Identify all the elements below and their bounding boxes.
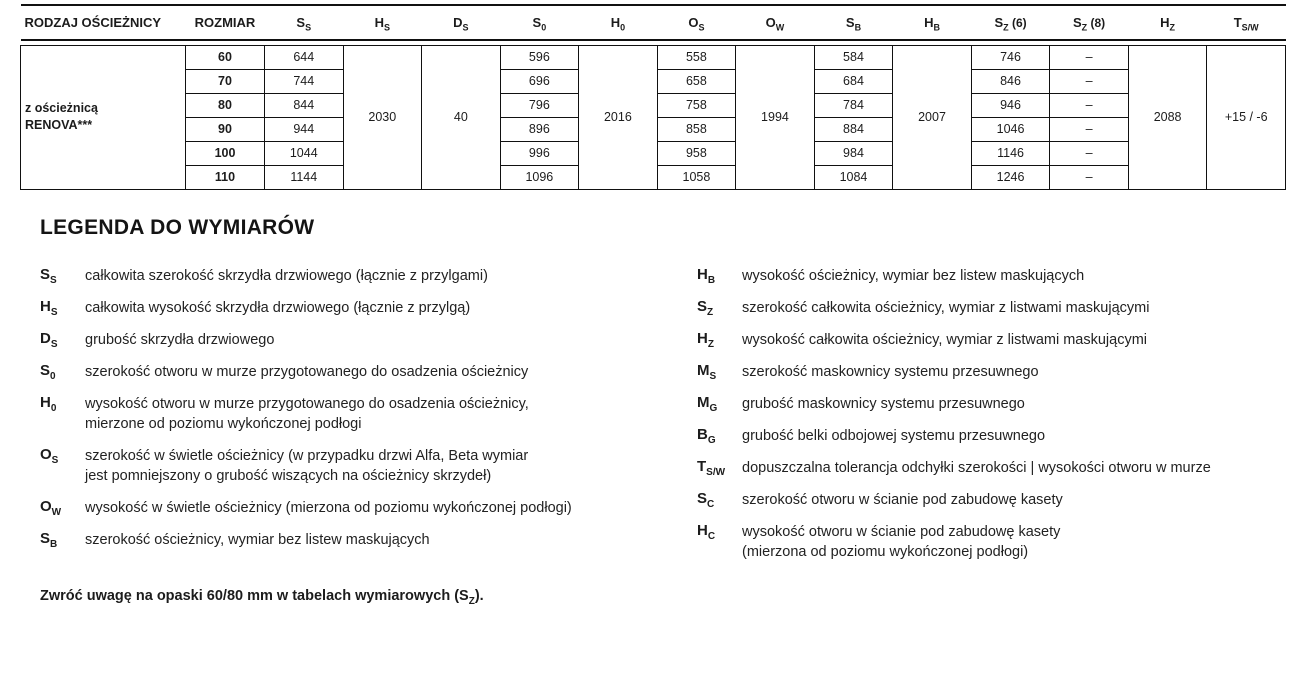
legend-desc-line: całkowita wysokość skrzydła drzwiowego (łącznie z przylgą) [85, 299, 471, 316]
cell-ss-110: 1144 [265, 165, 344, 189]
cell-os-80: 758 [657, 93, 736, 117]
cell-os-60: 558 [657, 45, 736, 69]
legend-item-hc [697, 522, 1211, 562]
cell-os-100: 958 [657, 141, 736, 165]
column-header-ds [422, 5, 501, 40]
column-header-sz8 [1050, 5, 1129, 40]
table-row-60 [21, 45, 1286, 69]
frame-type-line: RENOVA*** [25, 118, 93, 132]
legend-desc-ds [85, 330, 274, 350]
header-symbol-ow: $O_W$ [765, 15, 785, 33]
cell-ss-60: 644 [265, 45, 344, 69]
legend-symbol-sb: $S_B$ [40, 529, 58, 550]
cell-os-110: 1058 [657, 165, 736, 189]
legend-desc-ss [85, 266, 488, 286]
dimension-table [20, 4, 1286, 190]
legend-column-left [40, 266, 697, 574]
legend-desc-os [85, 446, 528, 486]
legend-desc-line: wysokość otworu w ścianie pod zabudowę kasety [742, 523, 1061, 540]
legend-note [40, 587, 1286, 607]
legend-item-sz [697, 298, 1211, 318]
legend-symbol-ds: $D_S$ [40, 329, 58, 350]
cell-sz6-60: 746 [971, 45, 1050, 69]
legend-desc-line: szerokość maskownicy systemu przesuwnego [742, 363, 1039, 380]
dimension-table-body [21, 40, 1286, 189]
cell-hs: 2030 [343, 45, 422, 189]
column-header-rodzaj: RODZAJ OŚCIEŻNICY [21, 5, 186, 40]
cell-sz6-100: 1146 [971, 141, 1050, 165]
header-symbol-sz6: $S_Z$ (6) [994, 15, 1027, 33]
header-symbol-ss: $S_S$ [296, 15, 312, 33]
frame-type-cell [21, 45, 186, 189]
legend-desc-line: wysokość ościeżnicy, wymiar bez listew maskujących [742, 267, 1085, 284]
legend-desc-sb [85, 530, 430, 550]
legend-symbol-os: $O_S$ [40, 445, 59, 466]
cell-s0-90: 896 [500, 117, 579, 141]
column-header-rozmiar: ROZMIAR [186, 5, 265, 40]
legend-desc-hc [742, 522, 1060, 562]
cell-rozmiar-80: 80 [186, 93, 265, 117]
cell-s0-80: 796 [500, 93, 579, 117]
legend-column-right [697, 266, 1211, 574]
legend-symbol-ow: $O_W$ [40, 497, 62, 518]
header-symbol-hz: $H_Z$ [1160, 15, 1176, 33]
legend-desc-hz [742, 330, 1147, 350]
legend-section [20, 215, 1286, 607]
cell-ds: 40 [422, 45, 501, 189]
legend-desc-sc [742, 490, 1063, 510]
header-symbol-h0: $H_0$ [610, 15, 626, 33]
legend-desc-line: szerokość całkowita ościeżnicy, wymiar z listwami maskującymi [742, 299, 1150, 316]
cell-sb-70: 684 [814, 69, 893, 93]
column-header-os [657, 5, 736, 40]
cell-ow: 1994 [736, 45, 815, 189]
cell-os-70: 658 [657, 69, 736, 93]
legend-desc-ms [742, 362, 1039, 382]
legend-desc-line: całkowita szerokość skrzydła drzwiowego (łącznie z przylgami) [85, 267, 488, 284]
legend-desc-line: szerokość otworu w murze przygotowanego do osadzenia ościeżnicy [85, 363, 529, 380]
legend-desc-h0 [85, 394, 529, 434]
cell-ss-80: 844 [265, 93, 344, 117]
cell-s0-70: 696 [500, 69, 579, 93]
legend-desc-line: jest pomniejszony o grubość wiszących na ościeżnicy skrzydeł) [85, 467, 492, 484]
legend-desc-line: grubość maskownicy systemu przesuwnego [742, 395, 1025, 412]
column-header-sb [814, 5, 893, 40]
legend-desc-bg [742, 426, 1045, 446]
legend-desc-line: szerokość ościeżnicy, wymiar bez listew maskujących [85, 531, 430, 548]
legend-desc-line: grubość skrzydła drzwiowego [85, 331, 275, 348]
legend-item-s0 [40, 362, 697, 382]
legend-desc-line: grubość belki odbojowej systemu przesuwnego [742, 427, 1046, 444]
cell-sz8-90: – [1050, 117, 1129, 141]
legend-desc-line: szerokość w świetle ościeżnicy (w przypadku drzwi Alfa, Beta wymiar [85, 447, 529, 464]
cell-os-90: 858 [657, 117, 736, 141]
legend-symbol-hb: $H_B$ [697, 265, 716, 286]
cell-sz6-70: 846 [971, 69, 1050, 93]
cell-h0: 2016 [579, 45, 658, 189]
legend-desc-hs [85, 298, 470, 318]
cell-sz6-80: 946 [971, 93, 1050, 117]
column-header-s0 [500, 5, 579, 40]
legend-desc-line: wysokość w świetle ościeżnicy (mierzona od poziomu wykończonej podłogi) [85, 499, 572, 516]
legend-symbol-s0: $S_0$ [40, 361, 56, 382]
legend-item-sb [40, 530, 697, 550]
cell-rozmiar-100: 100 [186, 141, 265, 165]
cell-rozmiar-90: 90 [186, 117, 265, 141]
cell-sz8-80: – [1050, 93, 1129, 117]
cell-sz8-100: – [1050, 141, 1129, 165]
legend-symbol-sc: $S_C$ [697, 489, 715, 510]
legend-item-sc [697, 490, 1211, 510]
note-subscript: Z [468, 595, 475, 607]
legend-desc-line: mierzone od poziomu wykończonej podłogi [85, 415, 362, 432]
legend-item-bg [697, 426, 1211, 446]
legend-symbol-h0: $H_0$ [40, 393, 57, 414]
column-header-hs [343, 5, 422, 40]
legend-desc-hb [742, 266, 1084, 286]
legend-item-mg [697, 394, 1211, 414]
note-text: Zwróć uwagę na opaski 60/80 mm w tabelach wymiarowych (S [40, 587, 469, 604]
legend-symbol-mg: $M_G$ [697, 393, 718, 414]
legend-item-hb [697, 266, 1211, 286]
header-symbol-ds: $D_S$ [453, 15, 469, 33]
cell-ss-100: 1044 [265, 141, 344, 165]
cell-sz8-110: – [1050, 165, 1129, 189]
legend-desc-s0 [85, 362, 528, 382]
cell-hz: 2088 [1128, 45, 1207, 189]
cell-sz6-110: 1246 [971, 165, 1050, 189]
cell-sb-80: 784 [814, 93, 893, 117]
header-symbol-hb: $H_B$ [924, 15, 940, 33]
legend-symbol-hz: $H_Z$ [697, 329, 714, 350]
cell-sb-100: 984 [814, 141, 893, 165]
legend-symbol-ss: $S_S$ [40, 265, 57, 286]
cell-s0-100: 996 [500, 141, 579, 165]
cell-sb-60: 584 [814, 45, 893, 69]
cell-sz6-90: 1046 [971, 117, 1050, 141]
cell-tsw: +15 / -6 [1207, 45, 1286, 189]
header-symbol-hs: $H_S$ [374, 15, 390, 33]
legend-item-ss [40, 266, 697, 286]
cell-s0-110: 1096 [500, 165, 579, 189]
legend-title: LEGENDA DO WYMIARÓW [40, 215, 315, 239]
column-header-hz [1128, 5, 1207, 40]
legend-item-hs [40, 298, 697, 318]
dimension-table-head [21, 5, 1286, 40]
legend-desc-line: (mierzona od poziomu wykończonej podłogi) [742, 543, 1029, 560]
cell-ss-90: 944 [265, 117, 344, 141]
legend-item-os [40, 446, 697, 486]
legend-desc-line: wysokość całkowita ościeżnicy, wymiar z listwami maskującymi [742, 331, 1148, 348]
legend-item-ms [697, 362, 1211, 382]
header-symbol-s0: $S_0$ [532, 15, 547, 33]
header-symbol-tsw: $T_{S/W}$ [1233, 15, 1259, 33]
cell-rozmiar-60: 60 [186, 45, 265, 69]
header-symbol-os: $O_S$ [688, 15, 705, 33]
header-symbol-sz8: $S_Z$ (8) [1072, 15, 1106, 33]
frame-type-line: z ościeżnicą [25, 100, 98, 115]
legend-desc-ow [85, 498, 572, 518]
legend-desc-line: wysokość otworu w murze przygotowanego do osadzenia ościeżnicy, [85, 395, 529, 412]
cell-rozmiar-70: 70 [186, 69, 265, 93]
column-header-hb [893, 5, 972, 40]
legend-item-ds [40, 330, 697, 350]
header-symbol-sb: $S_B$ [845, 15, 862, 33]
legend-item-ow [40, 498, 697, 518]
cell-ss-70: 744 [265, 69, 344, 93]
cell-sb-90: 884 [814, 117, 893, 141]
legend-item-hz [697, 330, 1211, 350]
cell-rozmiar-110: 110 [186, 165, 265, 189]
cell-sz8-70: – [1050, 69, 1129, 93]
cell-s0-60: 596 [500, 45, 579, 69]
legend-desc-sz [742, 298, 1149, 318]
column-header-ow [736, 5, 815, 40]
legend-columns [40, 266, 1286, 574]
legend-symbol-hs: $H_S$ [40, 297, 58, 318]
legend-desc-line: dopuszczalna tolerancja odchyłki szerokości | wysokości otworu w murze [742, 459, 1211, 476]
legend-desc-line: szerokość otworu w ścianie pod zabudowę kasety [742, 491, 1063, 508]
legend-symbol-bg: $B_G$ [697, 425, 716, 446]
column-header-sz6 [971, 5, 1050, 40]
column-header-h0 [579, 5, 658, 40]
legend-symbol-sz: $S_Z$ [697, 297, 714, 318]
legend-symbol-ms: $M_S$ [697, 361, 717, 382]
cell-hb: 2007 [893, 45, 972, 189]
legend-symbol-hc: $H_C$ [697, 521, 716, 542]
legend-item-tsw [697, 458, 1211, 478]
cell-sb-110: 1084 [814, 165, 893, 189]
legend-item-h0 [40, 394, 697, 434]
legend-desc-mg [742, 394, 1025, 414]
column-header-ss [265, 5, 344, 40]
column-header-tsw [1207, 5, 1286, 40]
legend-desc-tsw [742, 458, 1211, 478]
cell-sz8-60: – [1050, 45, 1129, 69]
header-row [21, 5, 1286, 40]
legend-symbol-tsw: $T_{S/W}$ [697, 457, 726, 478]
note-text-suffix: ). [474, 587, 484, 604]
